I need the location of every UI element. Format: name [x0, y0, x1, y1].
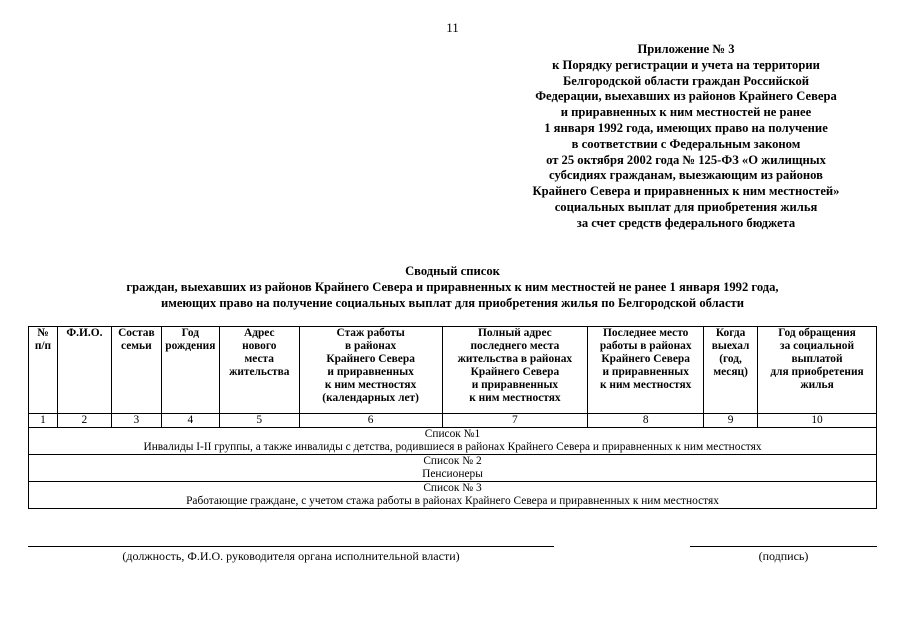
- section-subtitle: Пенсионеры: [422, 468, 483, 480]
- header-departure-date: Когда выехал (год, месяц): [704, 327, 758, 414]
- appendix-line: от 25 октября 2002 года № 125-ФЗ «О жилищных: [546, 152, 826, 167]
- header-fio: Ф.И.О.: [57, 327, 111, 414]
- title-line: граждан, выехавших из районов Крайнего Севера и приравненных к ним местностей не ранее 1 января 1992 года,: [126, 280, 779, 294]
- column-number-row: [29, 414, 877, 428]
- header-application-year: Год обращения за социальной выплатой для приобретения жилья: [758, 327, 877, 414]
- section-title: Список № 2: [423, 455, 482, 467]
- header-row: [29, 327, 877, 414]
- column-number: 8: [588, 414, 704, 428]
- header-previous-address: Полный адрес последнего места жительства в районах Крайнего Севера и приравненных к ним местностях: [442, 327, 588, 414]
- section-subtitle: Работающие граждане, с учетом стажа работы в районах Крайнего Севера и приравненных к ним местностях: [186, 495, 719, 507]
- appendix-line: социальных выплат для приобретения жилья: [554, 199, 818, 214]
- header-number: № п/п: [29, 327, 58, 414]
- official-signature-line: [28, 546, 554, 547]
- header-family: Состав семьи: [111, 327, 161, 414]
- signature-line: [690, 546, 877, 547]
- appendix-line: Белгородской области граждан Российской: [562, 73, 810, 88]
- section-cell: [29, 455, 877, 482]
- appendix-line: 1 января 1992 года, имеющих право на получение: [544, 120, 828, 135]
- header-birth-year: Год рождения: [161, 327, 219, 414]
- appendix-line: Крайнего Севера и приравненных к ним местностей»: [532, 184, 840, 199]
- header-last-workplace: Последнее место работы в районах Крайнего Севера и приравненных к ним местностях: [588, 327, 704, 414]
- column-number: 10: [758, 414, 877, 428]
- appendix-line: к Порядку регистрации и учета на территории: [552, 57, 820, 72]
- official-label: (должность, Ф.И.О. руководителя органа исполнительной власти): [122, 549, 460, 563]
- appendix-line: за счет средств федерального бюджета: [576, 215, 796, 230]
- appendix-line: Приложение № 3: [637, 42, 735, 56]
- column-number: 1: [29, 414, 58, 428]
- appendix-header: [486, 42, 886, 232]
- column-number: 6: [299, 414, 442, 428]
- column-number: 5: [219, 414, 299, 428]
- section-title: Список № 3: [423, 482, 482, 494]
- summary-table: [28, 326, 877, 509]
- title-line: имеющих право на получение социальных выплат для приобретения жилья по Белгородской области: [161, 296, 744, 310]
- section-cell: [29, 428, 877, 455]
- header-new-address: Адрес нового места жительства: [219, 327, 299, 414]
- section-row-list-2: [29, 455, 877, 482]
- appendix-line: в соответствии с Федеральным законом: [571, 136, 801, 151]
- column-number: 9: [704, 414, 758, 428]
- section-title: Список №1: [424, 428, 481, 440]
- header-work-experience: Стаж работы в районах Крайнего Севера и приравненных к ним местностях (календарных лет): [299, 327, 442, 414]
- document-title: [0, 263, 905, 311]
- section-row-list-3: [29, 482, 877, 509]
- section-row-list-1: [29, 428, 877, 455]
- section-subtitle: Инвалиды I-II группы, а также инвалиды с детства, родившиеся в районах Крайнего Севера и приравненных к ним местностях: [143, 441, 762, 453]
- section-cell: [29, 482, 877, 509]
- page-number: 11: [446, 20, 459, 35]
- appendix-line: субсидиях гражданам, выезжающим из районов: [549, 168, 823, 183]
- appendix-line: и приравненных к ним местностей не ранее: [560, 105, 812, 120]
- signature-label: (подпись): [758, 549, 809, 563]
- column-number: 2: [57, 414, 111, 428]
- column-number: 3: [111, 414, 161, 428]
- column-number: 4: [161, 414, 219, 428]
- column-number: 7: [442, 414, 588, 428]
- appendix-line: Федерации, выехавших из районов Крайнего Севера: [535, 89, 837, 104]
- title-line: Сводный список: [405, 264, 500, 278]
